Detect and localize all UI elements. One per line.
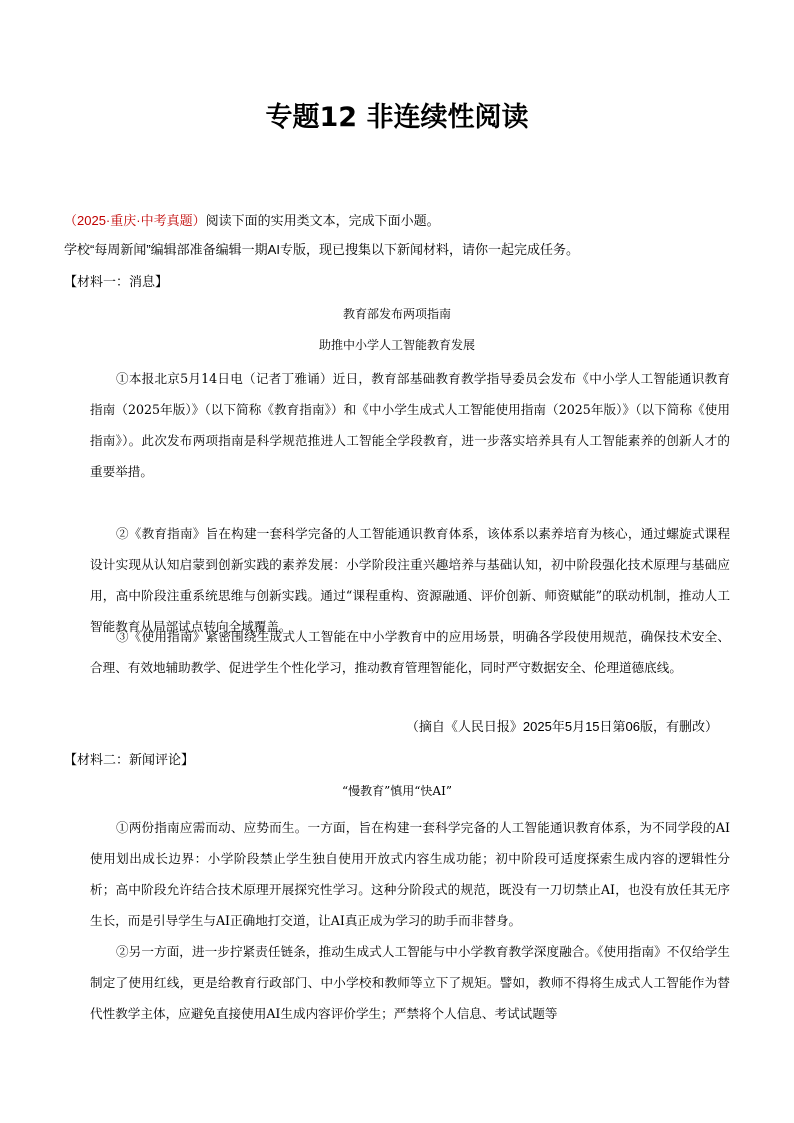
page-title: 专题12 非连续性阅读 [265, 102, 529, 133]
material1-subheadline: 助推中小学人工智能教育发展 [318, 338, 475, 352]
material2-paragraph-2: ②另一方面，进一步拧紧责任链条，推动生成式人工智能与中小学教育教学深度融合。《使用指南》不仅给学生制定了使用红线，更是给教育行政部门、中小学校和教师等立下了规矩。譬如，教师不得将生成式人工智能作为替代性教学主体，应避免直接使用AI生成内容评价学生；严禁将个人信息、考试试题等 [90, 944, 730, 1021]
material2-label: 【材料二：新闻评论】 [64, 752, 195, 767]
material1-paragraph-1: ①本报北京5月14日电（记者丁雅诵）近日，教育部基础教育教学指导委员会发布《中小学人工智能通识教育指南（2025年版）》（以下简称《教育指南》）和《中小学生成式人工智能使用指南（2025年版）》（以下简称《使用指南》）。此次发布两项指南是科学规范推进人工智能全学段教育，进一步落实培养具有人工智能素养的创新人才的重要举措。 [90, 371, 730, 479]
material1-paragraph-2: ②《教育指南》旨在构建一套科学完备的人工智能通识教育体系，该体系以素养培育为核心，通过螺旋式课程设计实现从认知启蒙到创新实践的素养发展：小学阶段注重兴趣培养与基础认知，初中阶段强化技术原理与基础应用，高中阶段注重系统思维与创新实践。通过“课程重构、资源融通、评价创新、师资赋能”的联动机制，推动人工智能教育从局部试点转向全域覆盖。 [90, 526, 730, 634]
material1-paragraph-3: ③《使用指南》紧密围绕生成式人工智能在中小学教育中的应用场景，明确各学段使用规范，确保技术安全、合理、有效地辅助教学、促进学生个性化学习，推动教育管理智能化，同时严守数据安全、伦理道德底线。 [90, 629, 730, 675]
intro-instruction: 阅读下面的实用类文本，完成下面小题。 [205, 213, 440, 228]
material1-headline: 教育部发布两项指南 [342, 307, 451, 321]
material1-source: （摘自《人民日报》2025年5月15日第06版，有删改） [405, 719, 718, 734]
intro-line [64, 211, 440, 231]
intro-context: 学校“每周新闻”编辑部准备编辑一期AI专版，现已搜集以下新闻材料，请你一起完成任务。 [64, 242, 579, 257]
material1-label: 【材料一：消息】 [64, 274, 169, 289]
material2-paragraph-1: ①两份指南应需而动、应势而生。一方面，旨在构建一套科学完备的人工智能通识教育体系，为不同学段的AI使用划出成长边界：小学阶段禁止学生独自使用开放式内容生成功能；初中阶段可适度探索生成内容的逻辑性分析；高中阶段允许结合技术原理开展探究性学习。这种分阶段式的规范，既没有一刀切禁止AI，也没有放任其无序生长，而是引导学生与AI正确地打交道，让AI真正成为学习的助手而非替身。 [90, 820, 730, 928]
source-tag: （2025·重庆·中考真题） [64, 213, 206, 228]
material2-headline: “慢教育”慎用“快AI” [342, 784, 452, 798]
